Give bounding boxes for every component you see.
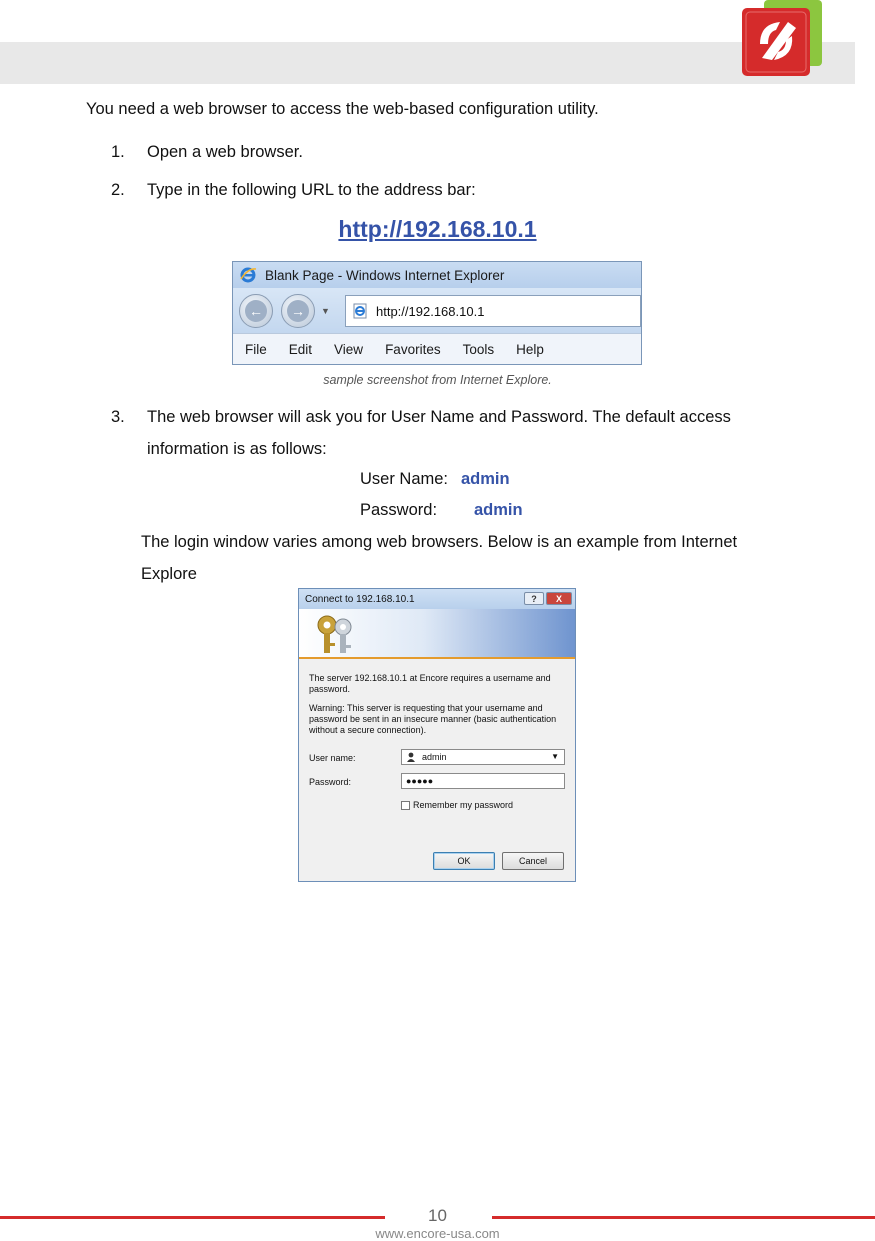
step-number: 2.	[111, 181, 125, 199]
forward-arrow-icon: →	[287, 300, 309, 322]
address-bar[interactable]	[345, 295, 641, 327]
history-dropdown-icon[interactable]: ▼	[321, 306, 330, 316]
dialog-title-bar	[299, 589, 575, 609]
menu-tools[interactable]: Tools	[462, 341, 495, 357]
user-icon	[406, 752, 416, 762]
step-text: Type in the following URL to the address bar:	[147, 181, 476, 199]
dialog-password-label: Password:	[309, 777, 352, 787]
browser-title: Blank Page - Windows Internet Explorer	[265, 267, 505, 283]
step-number: 3.	[111, 408, 125, 426]
menu-edit[interactable]: Edit	[288, 341, 313, 357]
keys-icon	[313, 613, 357, 657]
dialog-warning-line: without a secure connection).	[309, 725, 427, 735]
password-label: Password:	[360, 501, 438, 519]
login-note: The login window varies among web browsers. Below is an example from Internet	[141, 533, 738, 551]
menu-view[interactable]: View	[334, 341, 364, 357]
page-icon	[352, 303, 368, 319]
back-button[interactable]	[239, 294, 273, 328]
browser-title-bar	[233, 262, 641, 288]
username-field[interactable]	[401, 749, 565, 765]
remember-checkbox[interactable]	[401, 801, 410, 810]
password-field[interactable]	[401, 773, 565, 789]
address-text: http://192.168.10.1	[376, 303, 485, 319]
step-text: The web browser will ask you for User Name and Password. The default access	[147, 408, 731, 426]
encore-logo-icon	[742, 0, 824, 78]
username-dropdown-icon[interactable]: ▼	[551, 752, 559, 761]
password-value: admin	[474, 501, 523, 519]
menu-help[interactable]: Help	[516, 341, 544, 357]
intro-text: You need a web browser to access the web-based configuration utility.	[86, 100, 599, 118]
remember-label[interactable]: Remember my password	[413, 800, 514, 810]
dialog-banner	[299, 609, 575, 659]
dialog-message	[309, 673, 571, 695]
header-band	[0, 42, 855, 84]
username-field-value: admin	[422, 752, 447, 762]
back-arrow-icon: ←	[245, 300, 267, 322]
browser-menu-bar	[233, 333, 641, 364]
dialog-message-line: The server 192.168.10.1 at Encore requires a username and	[309, 673, 551, 683]
ok-button[interactable]: OK	[433, 852, 495, 870]
step-number: 1.	[111, 143, 125, 161]
password-field-value: ●●●●●	[406, 776, 434, 786]
dialog-warning-line: Warning: This server is requesting that your username and	[309, 703, 543, 713]
username-label: User Name:	[360, 470, 449, 488]
browser-screenshot	[232, 261, 642, 365]
router-url-link[interactable]: http://192.168.10.1	[338, 216, 537, 242]
login-dialog	[298, 588, 576, 882]
screenshot-caption: sample screenshot from Internet Explore.	[323, 373, 552, 387]
username-value: admin	[461, 470, 510, 488]
internet-explorer-icon	[239, 266, 257, 284]
forward-button[interactable]	[281, 294, 315, 328]
website-link[interactable]: www.encore-usa.com	[375, 1226, 500, 1241]
dialog-warning	[309, 703, 571, 736]
dialog-warning-line: password be sent in an insecure manner (basic authentication	[309, 714, 557, 724]
dialog-username-label: User name:	[309, 753, 356, 763]
cancel-button[interactable]: Cancel	[502, 852, 564, 870]
dialog-title: Connect to 192.168.10.1	[305, 593, 415, 605]
step-text: Open a web browser.	[147, 143, 303, 161]
help-button[interactable]: ?	[524, 592, 544, 605]
login-note: Explore	[141, 565, 197, 583]
dialog-message-line: password.	[309, 684, 351, 694]
browser-nav-bar	[233, 288, 641, 333]
step-text: information is as follows:	[147, 440, 327, 458]
menu-file[interactable]: File	[245, 341, 267, 357]
page-number: 10	[428, 1206, 447, 1225]
menu-favorites[interactable]: Favorites	[385, 341, 441, 357]
close-button[interactable]: X	[546, 592, 572, 605]
